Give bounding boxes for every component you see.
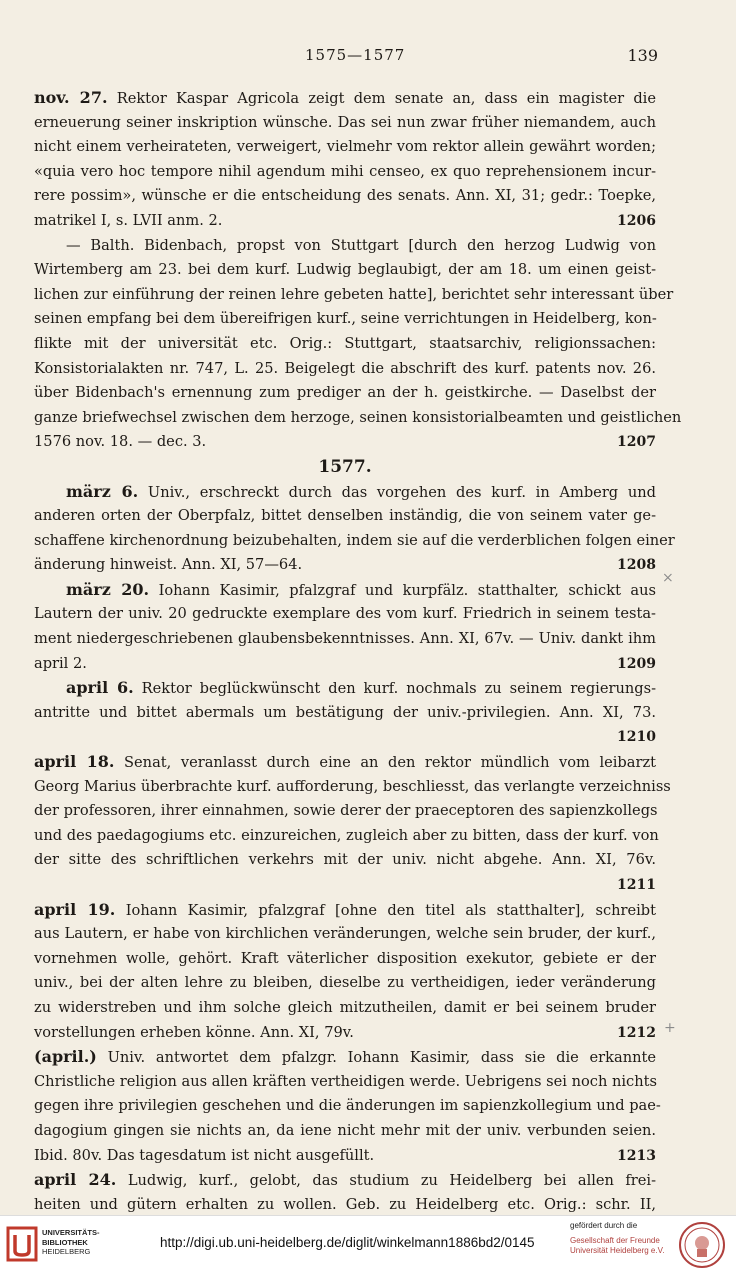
page-header — [0, 46, 736, 70]
text-line: und des paedagogiums etc. einzureichen, zugleich aber zu bitten, dass der kurf. von — [34, 826, 659, 844]
text-line: univ., bei der alten lehre zu bleiben, dieselbe zu vertheidigen, ieder veränderung — [34, 974, 656, 992]
society-name: Gesellschaft der Freunde Universität Heidelberg e.V. — [570, 1236, 665, 1255]
text-line: Georg Marius überbrachte kurf. aufforderung, beschliesst, das verlangte verzeichniss — [34, 777, 671, 795]
entry-date: märz 6. — [66, 481, 139, 501]
library-logo-icon — [6, 1225, 38, 1263]
text-line: april 18. Senat, veranlasst durch eine an den rektor mündlich vom leibarzt — [34, 752, 657, 772]
text-line: vornehmen wolle, gehört. Kraft väterlicher disposition exekutor, gebiete er der — [34, 949, 656, 967]
text-line: «quia vero hoc tempore nihil agendum mihi censeo, ex quo reprehensionem incur- — [34, 162, 656, 180]
entry-number: 1211 — [617, 877, 656, 893]
text-line: ganze briefwechsel zwischen dem herzoge, seinen konsistorialbeamten und geistlichen — [34, 408, 682, 426]
text-line: (april.) Univ. antwortet dem pfalzgr. Iohann Kasimir, dass sie die erkannte — [34, 1047, 657, 1067]
text-line: dagogium gingen sie nichts an, da iene nicht mehr mit der univ. verbunden seien. — [34, 1121, 656, 1139]
text-line: nicht einem verheirateten, verweigert, vielmehr vom rektor allein gewährt worden; — [34, 138, 656, 156]
entry-number: 1209 — [617, 655, 656, 672]
library-name: UNIVERSITÄTS- BIBLIOTHEK HEIDELBERG — [42, 1228, 100, 1256]
entry-number: 1206 — [617, 212, 656, 229]
text-line: rere possim», wünsche er die entscheidung des senats. Ann. XI, 31; gedr.: Toepke, — [34, 187, 656, 205]
text-line: anderen orten der Oberpfalz, bittet denselben inständig, die von seinem vater ge- — [34, 507, 656, 525]
text-line: Lautern der univ. 20 gedruckte exemplare des vom kurf. Friedrich in seinem testa- — [34, 605, 656, 623]
margin-cross-mark: × — [662, 570, 674, 586]
entry-number: 1212 — [617, 1024, 656, 1041]
text-line: flikte mit der universität etc. Orig.: Stuttgart, staatsarchiv, religionssachen: — [34, 334, 656, 352]
text-line: antritte und bittet abermals um bestätigung der univ.-privilegien. Ann. XI, 73. — [34, 703, 656, 721]
text-line: Christliche religion aus allen kräften vertheidigen werde. Uebrigens sei noch nichts — [34, 1072, 657, 1090]
entry-date: märz 20. — [66, 579, 150, 599]
text-line: heiten und gütern erhalten zu wollen. Geb. zu Heidelberg etc. Orig.: schr. II, — [34, 1195, 656, 1213]
text-line: april 19. Iohann Kasimir, pfalzgraf [ohne den titel als statthalter], schreibt — [34, 899, 657, 919]
text-line: gegen ihre privilegien geschehen und die änderungen im sapienzkollegium und pae- — [34, 1097, 661, 1115]
text-line: zu widerstreben und ihm solche gleich mitzutheilen, damit er bei seinem bruder — [34, 998, 656, 1016]
page-number: 139 — [627, 46, 658, 65]
text-line: ment niedergeschriebenen glaubensbekenntnisses. Ann. XI, 67v. — Univ. dankt ihm — [34, 630, 656, 648]
entry-date: april 6. — [66, 678, 134, 698]
text-line: april 6. Rektor beglückwünscht den kurf. nochmals zu seinem regierungs- — [66, 678, 657, 698]
text-line: matrikel I, s. LVII anm. 2. 1206 — [34, 209, 656, 234]
entry-number: 1207 — [617, 434, 656, 451]
text-line: der sitte des schriftlichen verkehrs mit der univ. nicht abgehe. Ann. XI, 76v. — [34, 851, 656, 869]
entry-date: april 24. — [34, 1170, 117, 1190]
text-line: aus Lautern, er habe von kirchlichen veränderungen, welche sein bruder, der kurf., — [34, 925, 656, 943]
text-line: Wirtemberg am 23. bei dem kurf. Ludwig beglaubigt, der am 18. um einen geist- — [34, 261, 656, 279]
text-line: — Balth. Bidenbach, propst von Stuttgart [durch den herzog Ludwig von — [66, 236, 656, 254]
entry-date: april 18. — [34, 752, 115, 772]
text-line: märz 6. Univ., erschreckt durch das vorgehen des kurf. in Amberg und — [66, 481, 656, 501]
text-line: april 2. 1209 — [34, 652, 656, 677]
page-range: 1575—1577 — [305, 46, 406, 64]
entry-number: 1210 — [617, 729, 656, 746]
viewer-footer — [0, 1215, 736, 1272]
entry-number: 1208 — [617, 557, 656, 574]
text-line: Ibid. 80v. Das tagesdatum ist nicht ausgefüllt. 1213 — [34, 1144, 656, 1169]
text-line: lichen zur einführung der reinen lehre gebeten hatte], berichtet sehr interessant über — [34, 285, 674, 303]
entry-number: 1213 — [617, 1147, 656, 1164]
entry-date: (april.) — [34, 1047, 97, 1067]
text-line: april 24. Ludwig, kurf., gelobt, das studium zu Heidelberg bei allen frei- — [34, 1170, 656, 1190]
text-line: vorstellungen erheben könne. Ann. XI, 79v. 1212 — [34, 1021, 656, 1046]
margin-plus-mark: + — [664, 1020, 676, 1036]
text-line: Konsistorialakten nr. 747, L. 25. Beigelegt die abschrift des kurf. patents nov. 26. — [34, 359, 656, 377]
year-heading: 1577. — [318, 456, 372, 477]
text-line: erneuerung seiner inskription wünsche. Das sei nun zwar früher niemandem, auch — [34, 113, 656, 131]
text-line: 1576 nov. 18. — dec. 3. 1207 — [34, 430, 656, 455]
document-url-link[interactable]: http://digi.ub.uni-heidelberg.de/diglit/winkelmann1886bd2/0145 — [160, 1235, 535, 1250]
text-line: nov. 27. Rektor Kaspar Agricola zeigt dem senate an, dass ein magister die — [34, 88, 656, 107]
university-seal-icon — [678, 1221, 726, 1269]
text-line: schaffene kirchenordnung beizubehalten, indem sie auf die verderblichen folgen einer — [34, 531, 675, 549]
text-line: märz 20. Iohann Kasimir, pfalzgraf und kurpfälz. statthalter, schickt aus — [66, 579, 657, 599]
text-line: änderung hinweist. Ann. XI, 57—64. 1208 — [34, 553, 656, 578]
text-line: der professoren, ihrer einnahmen, sowie derer der praeceptoren des sapienzkollegs — [34, 802, 658, 820]
entry-date: nov. 27. — [34, 88, 108, 107]
text-line: seinen empfang bei dem übereifrigen kurf., seine verrichtungen in Heidelberg, kon- — [34, 310, 657, 328]
document-body — [34, 86, 682, 1217]
entry-date: april 19. — [34, 899, 116, 919]
text-line: über Bidenbach's ernennung zum prediger an der h. geistkirche. — Daselbst der — [34, 384, 656, 402]
funded-by-label: gefördert durch die — [570, 1221, 638, 1230]
